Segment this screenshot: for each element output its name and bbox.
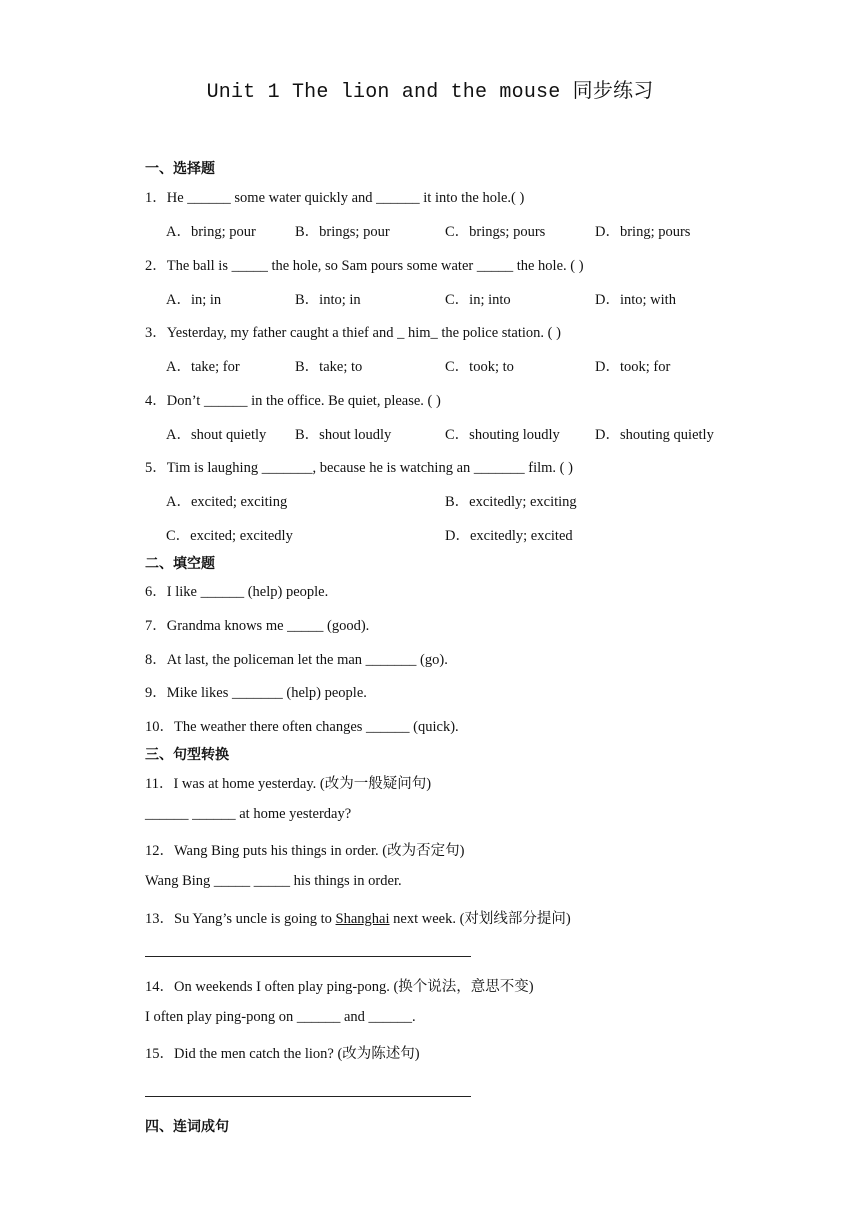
answer-line-12: Wang Bing _____ _____ his things in order.: [145, 873, 402, 889]
question-1: 1．He ______ some water quickly and ______ it into the hole.( ): [145, 190, 525, 206]
q2-option-b: B．into; in: [295, 292, 361, 308]
q2-option-a: A．in; in: [166, 292, 222, 308]
question-4: 4．Don’t ______ in the office. Be quiet, please. ( ): [145, 393, 441, 409]
answer-line-14: I often play ping-pong on ______ and ______.: [145, 1009, 416, 1025]
q1-option-c: C．brings; pours: [445, 224, 546, 240]
question-12: 12．Wang Bing puts his things in order. (改为否定句): [145, 843, 465, 859]
q3-option-b: B．take; to: [295, 359, 363, 375]
question-5: 5．Tim is laughing _______, because he is watching an _______ film. ( ): [145, 460, 573, 476]
question-13: [145, 907, 571, 928]
q3-option-d: D．took; for: [595, 359, 671, 375]
answer-rule-15: [145, 1096, 471, 1097]
q1-option-b: B．brings; pour: [295, 224, 390, 240]
question-8: 8．At last, the policeman let the man _______ (go).: [145, 652, 448, 668]
section-heading-multiple-choice: 一、选择题: [145, 161, 215, 177]
question-9: 9．Mike likes _______ (help) people.: [145, 685, 367, 701]
question-11: 11．I was at home yesterday. (改为一般疑问句): [145, 776, 432, 792]
q5-option-a: A．excited; exciting: [166, 494, 288, 510]
q3-option-a: A．take; for: [166, 359, 240, 375]
q3-option-c: C．took; to: [445, 359, 514, 375]
question-10: 10．The weather there often changes ______ (quick).: [145, 719, 459, 735]
question-3: 3．Yesterday, my father caught a thief and _ him_ the police station. ( ): [145, 325, 561, 341]
q4-option-d: D．shouting quietly: [595, 427, 714, 443]
answer-line-11: ______ ______ at home yesterday?: [145, 806, 352, 822]
question-13-suffix: next week. (对划线部分提问): [389, 911, 571, 927]
section-heading-sentence-transform: 三、句型转换: [145, 747, 229, 763]
q4-option-b: B．shout loudly: [295, 427, 392, 443]
question-7: 7．Grandma knows me _____ (good).: [145, 618, 370, 634]
q2-option-d: D．into; with: [595, 292, 676, 308]
section-heading-fill-blank: 二、填空题: [145, 556, 215, 572]
q1-option-a: A．bring; pour: [166, 224, 256, 240]
question-13-prefix: 13．Su Yang’s uncle is going to: [145, 911, 336, 927]
q2-option-c: C．in; into: [445, 292, 511, 308]
q5-option-c: C．excited; excitedly: [166, 528, 293, 544]
q4-option-c: C．shouting loudly: [445, 427, 560, 443]
question-2: 2．The ball is _____ the hole, so Sam pours some water _____ the hole. ( ): [145, 258, 584, 274]
section-heading-word-order: 四、连词成句: [145, 1119, 229, 1135]
question-14: 14．On weekends I often play ping-pong. (换个说法，意思不变): [145, 979, 534, 995]
q1-option-d: D．bring; pours: [595, 224, 691, 240]
q4-option-a: A．shout quietly: [166, 427, 267, 443]
q5-option-d: D．excitedly; excited: [445, 528, 573, 544]
answer-rule-13: [145, 956, 471, 957]
question-6: 6．I like ______ (help) people.: [145, 584, 329, 600]
question-15: 15．Did the men catch the lion? (改为陈述句): [145, 1046, 420, 1062]
question-13-underlined-word: Shanghai: [335, 911, 390, 927]
page-title: Unit 1 The lion and the mouse 同步练习: [206, 81, 654, 104]
q5-option-b: B．excitedly; exciting: [445, 494, 577, 510]
